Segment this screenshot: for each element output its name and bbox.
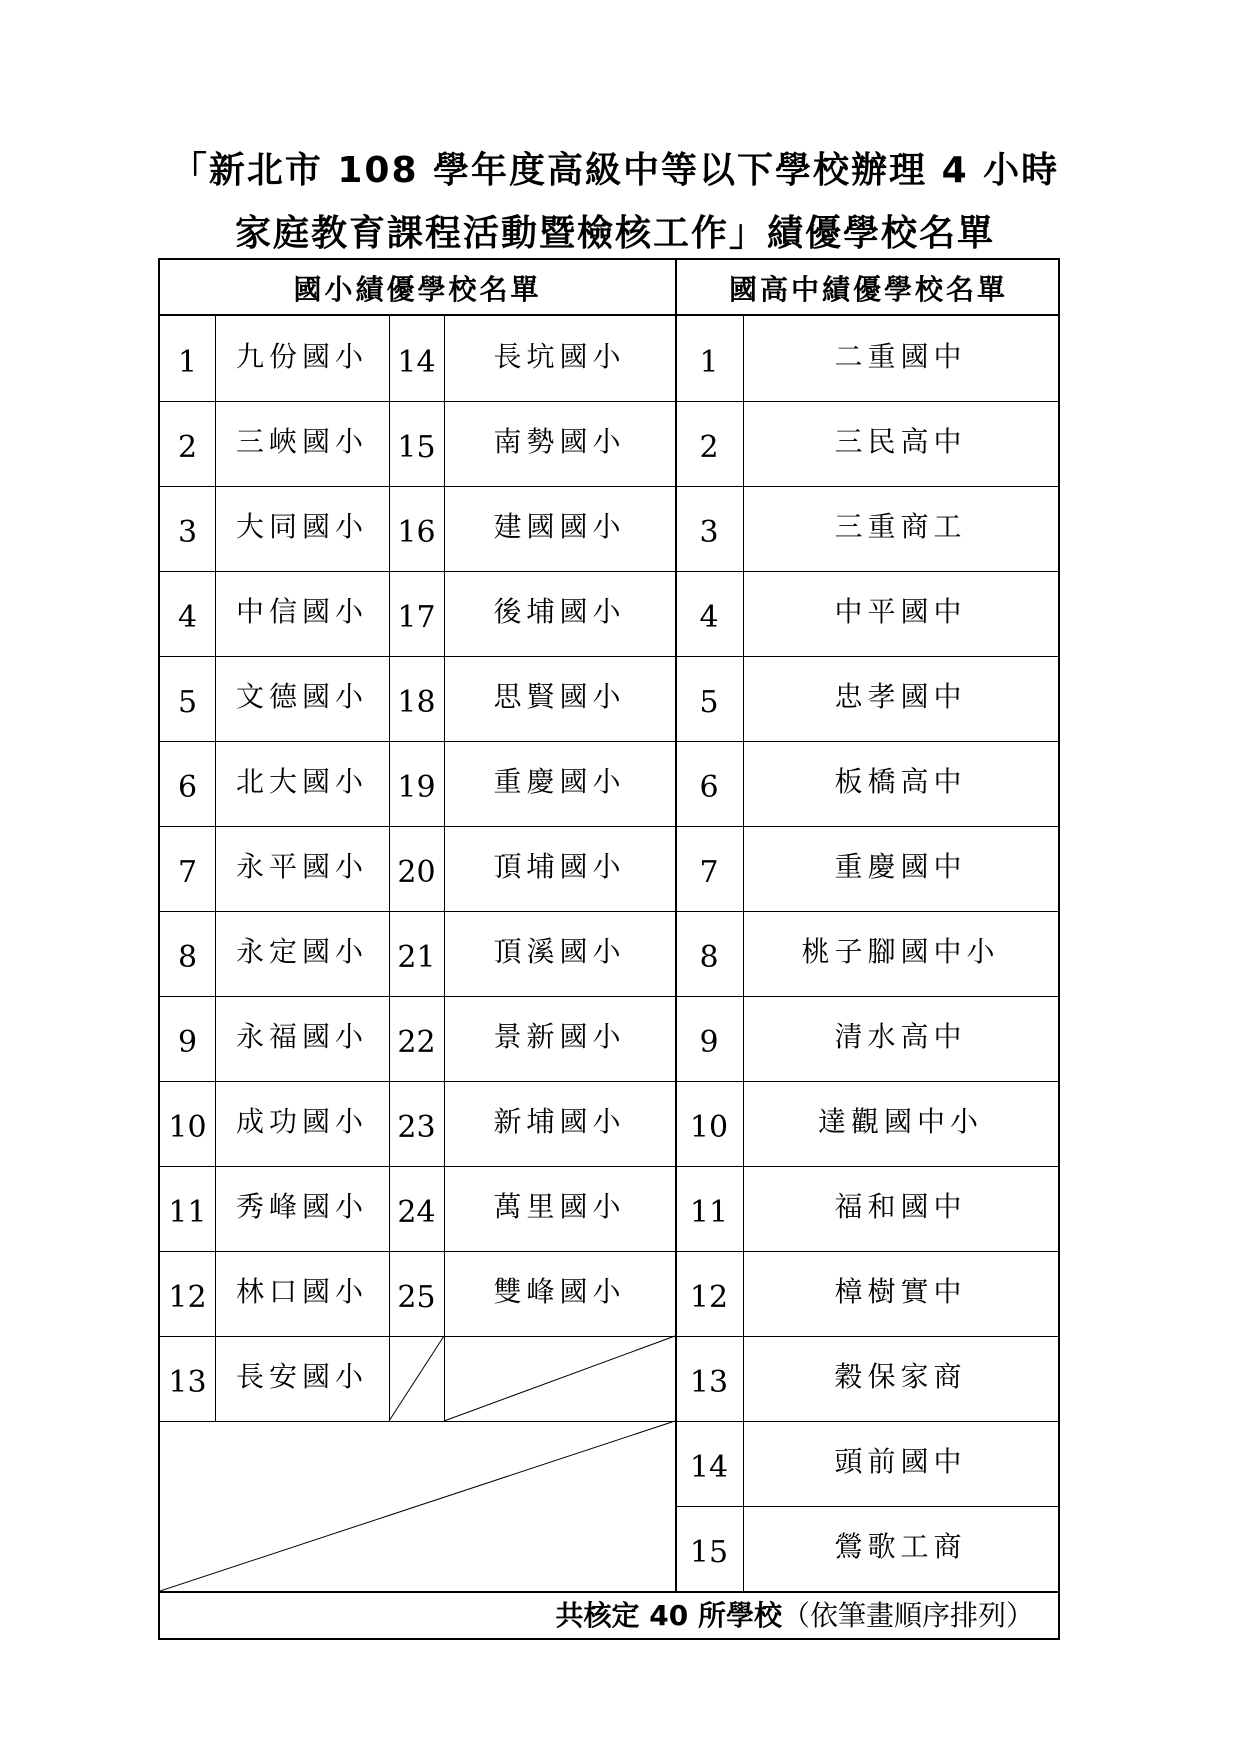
elem-row-number: 3	[177, 515, 198, 550]
elem-row-number: 16	[397, 515, 436, 550]
elem-school-name: 雙峰國小	[493, 1274, 626, 1308]
summary-footer	[160, 1587, 1060, 1640]
elem-school-name: 成功國小	[235, 1104, 368, 1138]
elem-row-number: 7	[177, 855, 198, 890]
sec-row-number: 11	[689, 1195, 729, 1230]
elem-row-number: 2	[177, 430, 198, 465]
elem-school-name: 林口國小	[235, 1274, 368, 1308]
document-title-line-1: 「新北市 108 學年度高級中等以下學校辦理 4 小時	[170, 150, 1060, 191]
sec-row-number: 3	[699, 515, 719, 550]
elem-row-number: 19	[397, 770, 436, 805]
sec-row-number: 5	[699, 685, 719, 720]
sec-school-name: 三民高中	[834, 424, 967, 458]
sec-row-number: 10	[689, 1110, 729, 1145]
elem-row-number: 4	[177, 600, 198, 635]
sec-row-number: 12	[689, 1280, 729, 1315]
elem-row-number: 12	[168, 1280, 207, 1315]
elem-school-name: 景新國小	[493, 1019, 626, 1053]
elem-school-name: 後埔國小	[493, 594, 626, 628]
elem-school-name: 頂埔國小	[493, 849, 626, 883]
sec-row-number: 14	[689, 1450, 729, 1485]
sec-school-name: 重慶國中	[834, 849, 967, 883]
sec-school-name: 二重國中	[834, 339, 967, 373]
elem-row-number: 8	[177, 940, 198, 975]
sec-school-name: 忠孝國中	[834, 679, 967, 713]
footer-divider	[160, 1591, 1060, 1593]
elem-school-name: 文德國小	[235, 679, 368, 713]
elem-school-name: 思賢國小	[493, 679, 626, 713]
sec-row-number: 13	[689, 1365, 729, 1400]
sec-school-name: 清水高中	[834, 1019, 967, 1053]
elem-row-number: 1	[177, 345, 198, 380]
elem-row-number: 9	[177, 1025, 198, 1060]
sec-school-name: 桃子腳國中小	[801, 934, 1000, 968]
elem-school-name: 秀峰國小	[235, 1189, 368, 1223]
sec-school-name: 福和國中	[834, 1189, 967, 1223]
sec-row-number: 4	[699, 600, 719, 635]
elem-row-number: 25	[397, 1280, 436, 1315]
sec-row-number: 15	[689, 1535, 729, 1570]
sec-row-number: 1	[699, 345, 719, 380]
sec-row-number: 2	[699, 430, 719, 465]
slash-empty-number-cell	[389, 1336, 444, 1421]
elem-school-name: 建國國小	[493, 509, 626, 543]
sec-school-name: 達觀國中小	[817, 1104, 983, 1138]
elem-school-name: 永平國小	[235, 849, 368, 883]
elem-row-number: 24	[397, 1195, 436, 1230]
sec-school-name: 穀保家商	[834, 1359, 967, 1393]
elem-school-name: 三峽國小	[235, 424, 368, 458]
elem-row-number: 6	[177, 770, 198, 805]
elem-row-number: 15	[397, 430, 436, 465]
elem-row-number: 13	[168, 1365, 207, 1400]
elem-school-name: 北大國小	[235, 764, 368, 798]
sec-school-name: 中平國中	[834, 594, 967, 628]
elem-school-name: 長安國小	[235, 1359, 368, 1393]
empty-cell-slashes	[160, 260, 1058, 1591]
elem-school-name: 長坑國小	[493, 339, 626, 373]
elem-row-number: 17	[397, 600, 436, 635]
elem-school-name: 萬里國小	[493, 1189, 626, 1223]
elem-school-name: 南勢國小	[493, 424, 626, 458]
elem-school-name: 永福國小	[235, 1019, 368, 1053]
sec-school-name: 頭前國中	[834, 1444, 967, 1478]
elem-school-name: 新埔國小	[493, 1104, 626, 1138]
sec-school-name: 三重商工	[834, 509, 967, 543]
elem-row-number: 10	[168, 1110, 207, 1145]
sec-school-name: 樟樹實中	[834, 1274, 967, 1308]
elementary-header: 國小績優學校名單	[293, 272, 542, 306]
slash-empty-block	[160, 1421, 675, 1591]
elem-school-name: 永定國小	[235, 934, 368, 968]
honor-school-table	[158, 258, 1060, 1640]
elem-row-number: 18	[397, 685, 436, 720]
elem-row-number: 22	[397, 1025, 436, 1060]
sec-row-number: 8	[699, 940, 719, 975]
sec-row-number: 6	[699, 770, 719, 805]
elem-school-name: 中信國小	[235, 594, 368, 628]
elem-row-number: 21	[397, 940, 436, 975]
elem-row-number: 5	[177, 685, 198, 720]
elem-row-number: 23	[397, 1110, 436, 1145]
footer-total: 共核定 40 所學校	[555, 1598, 782, 1632]
sec-row-number: 9	[699, 1025, 719, 1060]
secondary-header: 國高中績優學校名單	[728, 272, 1008, 306]
slash-empty-name-cell	[444, 1336, 675, 1421]
elem-school-name: 頂溪國小	[493, 934, 626, 968]
sec-row-number: 7	[699, 855, 719, 890]
elem-school-name: 重慶國小	[493, 764, 626, 798]
footer-note: （依筆畫順序排列）	[781, 1598, 1034, 1632]
elem-school-name: 九份國小	[235, 339, 368, 373]
document-title-line-2: 家庭教育課程活動暨檢核工作」績優學校名單	[234, 213, 995, 254]
sec-school-name: 鶯歌工商	[834, 1529, 967, 1563]
elem-school-name: 大同國小	[235, 509, 368, 543]
sec-school-name: 板橋高中	[834, 764, 967, 798]
elem-row-number: 14	[397, 345, 436, 380]
elem-row-number: 11	[168, 1195, 207, 1230]
elem-row-number: 20	[397, 855, 436, 890]
